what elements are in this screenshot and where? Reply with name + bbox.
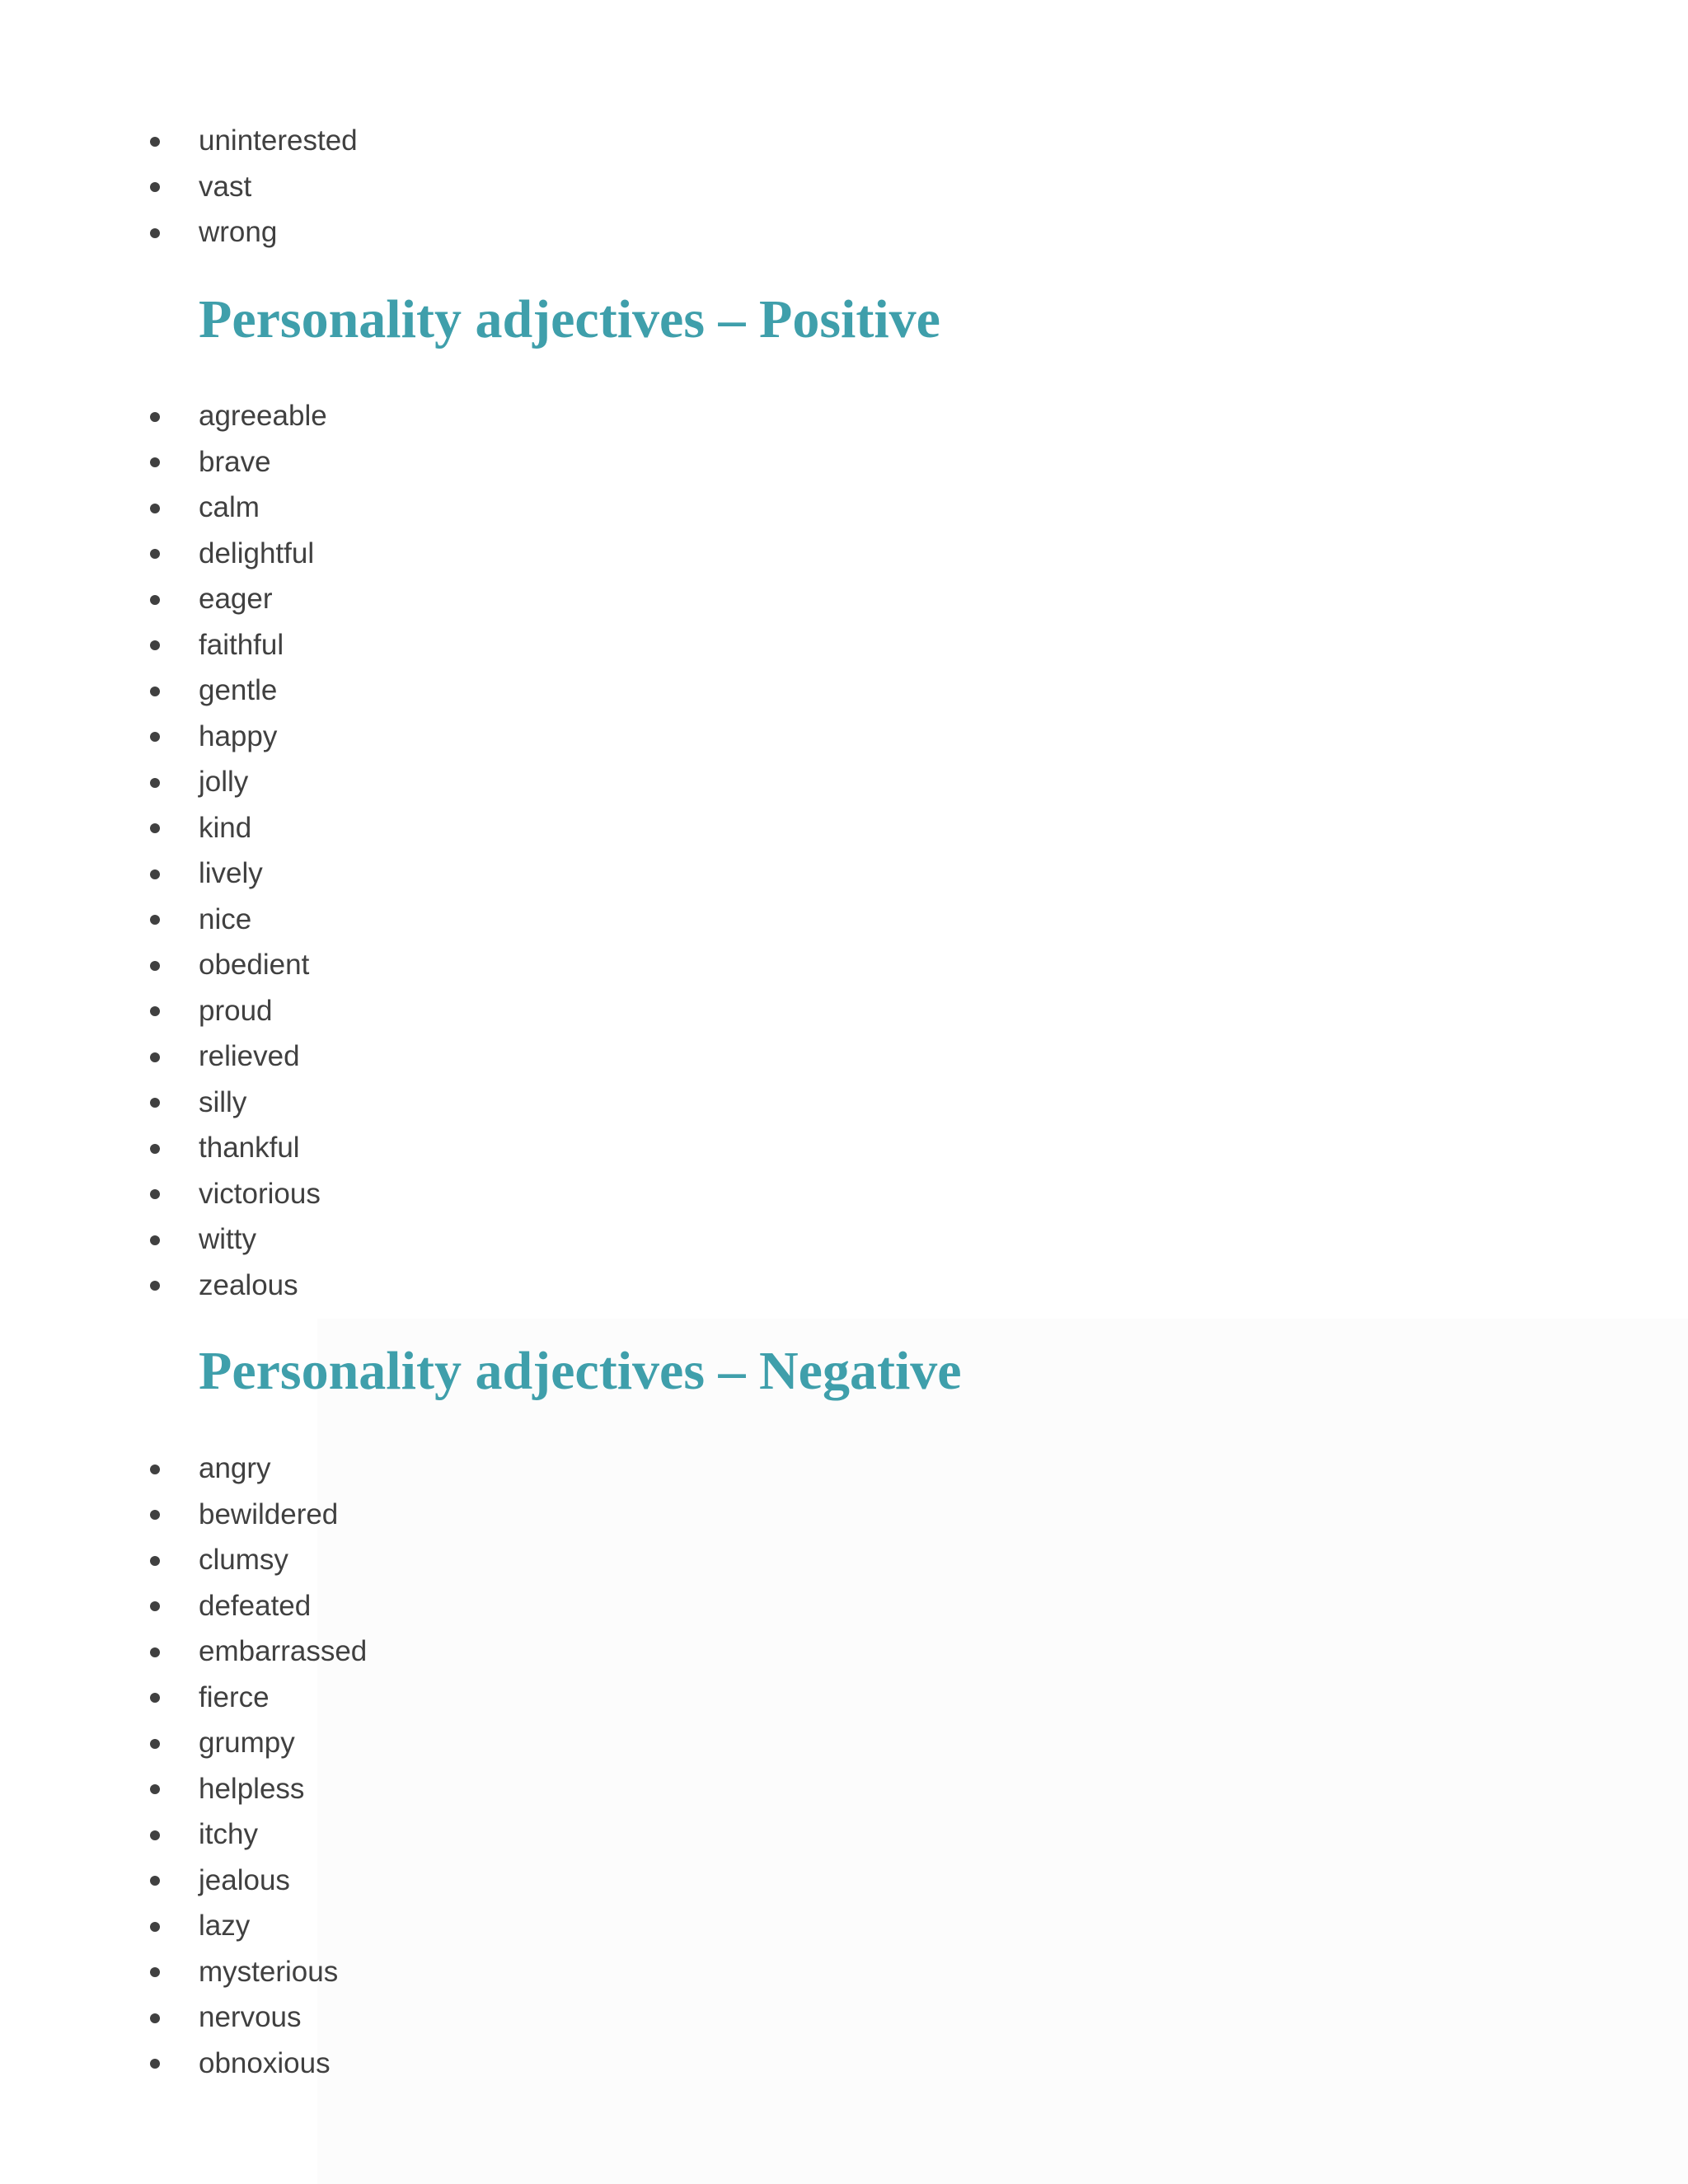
bullet-icon <box>150 1052 160 1062</box>
list-item <box>0 209 358 255</box>
bullet-icon <box>150 1784 160 1794</box>
list-item <box>0 759 327 805</box>
list-item-text: uninterested <box>199 124 358 157</box>
list-item-text: lazy <box>199 1910 251 1942</box>
bullet-icon <box>150 1647 160 1657</box>
bullet-icon <box>150 778 160 788</box>
bullet-icon <box>150 1556 160 1566</box>
list-item <box>0 1537 367 1583</box>
list-item <box>0 1994 367 2041</box>
bullet-icon <box>150 2059 160 2069</box>
list-item <box>0 439 327 485</box>
bullet-icon <box>150 1693 160 1703</box>
list-item-text: obnoxious <box>199 2046 331 2079</box>
list-item-text: proud <box>199 994 273 1027</box>
list-item <box>0 485 327 531</box>
list-item-text: obedient <box>199 949 310 981</box>
bullet-icon <box>150 1967 160 1977</box>
list-item-text: agreeable <box>199 400 327 432</box>
bullet-icon <box>150 1144 160 1154</box>
bullet-icon <box>150 687 160 696</box>
bullet-icon <box>150 549 160 559</box>
list-item <box>0 988 327 1034</box>
list-item <box>0 1766 367 1812</box>
list-item <box>0 1216 327 1263</box>
bullet-icon <box>150 1876 160 1886</box>
list-item-text: zealous <box>199 1268 298 1301</box>
positive-adjective-list <box>0 393 327 1308</box>
bullet-icon <box>150 137 160 147</box>
list-item <box>0 622 327 668</box>
page-background-shade <box>317 1319 1688 2184</box>
list-item-text: clumsy <box>199 1544 288 1576</box>
list-item <box>0 805 327 851</box>
list-item <box>0 1858 367 1904</box>
list-item-text: nice <box>199 902 252 935</box>
bullet-icon <box>150 961 160 971</box>
list-item-text: kind <box>199 811 252 844</box>
list-item <box>0 851 327 897</box>
bullet-icon <box>150 869 160 879</box>
list-item-text: bewildered <box>199 1497 339 1530</box>
bullet-icon <box>150 1006 160 1016</box>
bullet-icon <box>150 182 160 192</box>
bullet-icon <box>150 457 160 467</box>
list-item <box>0 164 358 210</box>
bullet-icon <box>150 1189 160 1199</box>
list-item-text: faithful <box>199 628 284 661</box>
list-item-text: calm <box>199 491 260 523</box>
bullet-icon <box>150 1235 160 1245</box>
list-item <box>0 1949 367 1995</box>
list-item-text: delightful <box>199 537 315 569</box>
bullet-icon <box>150 1281 160 1291</box>
bullet-icon <box>150 823 160 833</box>
section-heading-negative: Personality adjectives – Negative <box>199 1341 962 1401</box>
bullet-icon <box>150 640 160 650</box>
list-item-text: itchy <box>199 1818 258 1850</box>
list-item <box>0 1171 327 1217</box>
list-item <box>0 1629 367 1675</box>
bullet-icon <box>150 412 160 422</box>
list-item-text: defeated <box>199 1589 312 1622</box>
list-item-text: happy <box>199 719 278 752</box>
list-item-text: nervous <box>199 2001 302 2033</box>
list-item <box>0 531 327 577</box>
list-item-text: relieved <box>199 1040 300 1072</box>
bullet-icon <box>150 732 160 742</box>
continued-adjective-list <box>0 118 358 255</box>
list-item <box>0 1263 327 1309</box>
bullet-icon <box>150 2013 160 2023</box>
list-item-text: silly <box>199 1085 247 1118</box>
bullet-icon <box>150 228 160 238</box>
list-item-text: lively <box>199 857 263 889</box>
bullet-icon <box>150 1739 160 1749</box>
bullet-icon <box>150 1510 160 1520</box>
list-item-text: brave <box>199 445 271 478</box>
list-item <box>0 1492 367 1538</box>
list-item <box>0 1583 367 1629</box>
list-item <box>0 668 327 714</box>
list-item <box>0 1125 327 1171</box>
list-item-text: helpless <box>199 1772 305 1805</box>
list-item <box>0 897 327 943</box>
list-item-text: mysterious <box>199 1955 339 1988</box>
list-item-text: fierce <box>199 1680 270 1713</box>
list-item-text: grumpy <box>199 1727 295 1759</box>
list-item-text: victorious <box>199 1177 321 1210</box>
bullet-icon <box>150 595 160 605</box>
list-item-text: embarrassed <box>199 1635 368 1667</box>
list-item-text: gentle <box>199 674 278 706</box>
list-item <box>0 118 358 164</box>
list-item <box>0 1446 367 1492</box>
list-item <box>0 1033 327 1080</box>
bullet-icon <box>150 1465 160 1474</box>
list-item <box>0 1903 367 1949</box>
list-item-text: angry <box>199 1452 271 1484</box>
list-item <box>0 2041 367 2087</box>
list-item-text: jealous <box>199 1863 290 1896</box>
list-item-text: thankful <box>199 1132 300 1164</box>
bullet-icon <box>150 915 160 925</box>
list-item-text: eager <box>199 583 273 615</box>
list-item <box>0 393 327 439</box>
list-item-text: jolly <box>199 766 249 798</box>
list-item-text: wrong <box>199 216 278 248</box>
list-item-text: vast <box>199 170 252 203</box>
bullet-icon <box>150 1098 160 1108</box>
list-item <box>0 1080 327 1126</box>
bullet-icon <box>150 504 160 513</box>
list-item <box>0 1720 367 1766</box>
list-item <box>0 942 327 988</box>
list-item <box>0 576 327 622</box>
list-item-text: witty <box>199 1223 256 1255</box>
list-item <box>0 1811 367 1858</box>
bullet-icon <box>150 1830 160 1840</box>
list-item <box>0 1675 367 1721</box>
negative-adjective-list <box>0 1446 367 2086</box>
bullet-icon <box>150 1601 160 1611</box>
bullet-icon <box>150 1922 160 1932</box>
section-heading-positive: Personality adjectives – Positive <box>199 289 940 349</box>
list-item <box>0 714 327 760</box>
